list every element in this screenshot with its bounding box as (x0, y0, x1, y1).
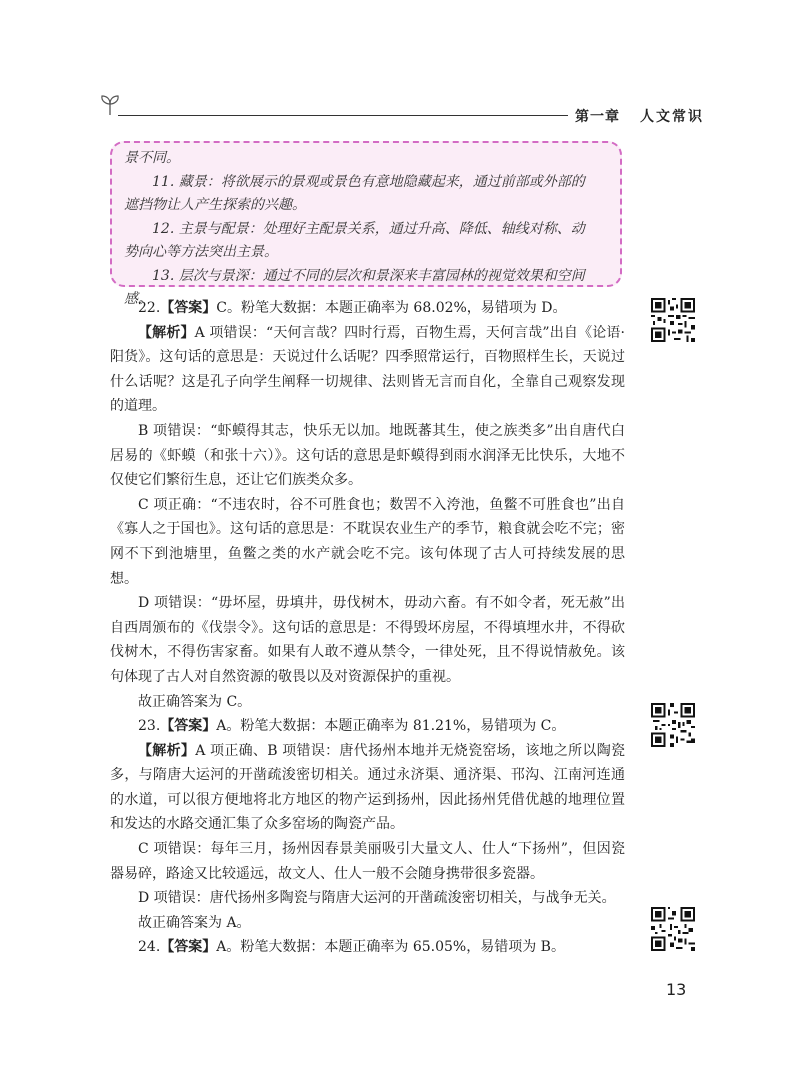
callout-line: 景不同。 (124, 150, 180, 166)
answer-tag: 【答案】 (160, 718, 217, 735)
callout-line: 遮挡物让人产生探索的兴趣。 (124, 197, 306, 213)
qr-code-icon[interactable] (651, 298, 695, 342)
sprout-icon (98, 93, 122, 117)
callout-line: 势向心等方法突出主景。 (124, 244, 278, 260)
analysis-tag: 【解析】 (138, 742, 196, 759)
answer-tag: 【答案】 (160, 939, 217, 956)
q22-analysis-a (110, 321, 625, 419)
page-number: 13 (666, 980, 687, 999)
callout-box (110, 141, 622, 307)
chapter-topic: 人文常识 (640, 109, 704, 125)
callout-line: 12. 主景与配景：处理好主配景关系，通过升高、降低、轴线对称、动 (152, 220, 585, 237)
header-rule (118, 115, 568, 116)
q22-analysis-d: D 项错误：“毋坏屋，毋填井，毋伐树木，毋动六畜。有不如令者，死无赦”出自西周颁布的《伐崇令》。这句话的意思是：不得毁坏房屋，不得填埋水井，不得砍伐树木，不得伤害家畜。如果有人敢不遵从禁令，一律处死，且不得说情赦免。该句体现了古人对自然资源的敬畏以及对资源保护的重视。 (110, 595, 625, 685)
q23-conclusion: 故正确答案为 A。 (138, 914, 251, 931)
answer-text: A。粉笔大数据：本题正确率为 81.21%，易错项为 C。 (216, 718, 566, 735)
answer-explanations (110, 296, 625, 960)
q23-analysis-ab (110, 739, 625, 837)
analysis-tag: 【解析】 (138, 324, 195, 341)
q22-analysis-b: B 项错误：“虾蟆得其志，快乐无以加。地既蕃其生，使之族类多”出自唐代白居易的《虾蟆（和张十六）》。这句话的意思是虾蟆得到雨水润泽无比快乐，大地不仅使它们繁衍生息，还让它们族类众多。 (110, 422, 625, 489)
q22-answer-line (110, 296, 625, 321)
callout-line: 11. 藏景：将欲展示的景观或景色有意地隐藏起来，通过前部或外部的 (152, 173, 585, 190)
question-number: 24. (138, 939, 161, 956)
q23-analysis-c: C 项错误：每年三月，扬州因春景美丽吸引大量文人、仕人“下扬州”，但因瓷器易碎，路途又比较遥远，故文人、仕人一般不会随身携带很多瓷器。 (110, 841, 625, 882)
analysis-text: A 项正确、B 项错误：唐代扬州本地并无烧瓷窑场，该地之所以陶瓷多，与隋唐大运河的开凿疏浚密切相关。通过永济渠、通济渠、邗沟、江南河连通的水道，可以很方便地将北方地区的物产运到扬州，因此扬州凭借优越的地理位置和发达的水路交通汇集了众多窑场的陶瓷产品。 (110, 742, 625, 833)
answer-text: C。粉笔大数据：本题正确率为 68.02%，易错项为 D。 (216, 300, 567, 316)
q24-answer-line (110, 935, 625, 960)
analysis-text: A 项错误：“天何言哉？四时行焉，百物生焉，天何言哉”出自《论语·阳货》。这句话的意思是：天说过什么话呢？四季照常运行，百物照样生长，天说过什么话呢？这是孔子向学生阐释一切规律、法则皆无言而自化，全靠自己观察发现的道理。 (110, 324, 626, 415)
callout-line: 13. 层次与景深：通过不同的层次和景深来丰富园林的视觉效果和空间感。 (124, 267, 585, 307)
answer-text: A。粉笔大数据：本题正确率为 65.05%，易错项为 B。 (216, 939, 565, 956)
q23-answer-line (110, 714, 625, 739)
chapter-label: 第一章 (575, 109, 620, 125)
question-number: 22. (138, 300, 161, 316)
q22-conclusion: 故正确答案为 C。 (138, 693, 252, 710)
q23-analysis-d: D 项错误：唐代扬州多陶瓷与隋唐大运河的开凿疏浚密切相关，与战争无关。 (138, 890, 616, 907)
qr-code-icon[interactable] (651, 907, 695, 951)
question-number: 23. (138, 718, 161, 735)
answer-tag: 【答案】 (160, 300, 217, 316)
q22-analysis-c: C 项正确：“不违农时，谷不可胜食也；数罟不入洿池，鱼鳖不可胜食也”出自《寡人之于国也》。这句话的意思是：不耽误农业生产的季节，粮食就会吃不完；密网不下到池塘里，鱼鳖之类的水产就会吃不完。该句体现了古人可持续发展的思想。 (110, 496, 625, 587)
qr-code-icon[interactable] (651, 703, 695, 747)
